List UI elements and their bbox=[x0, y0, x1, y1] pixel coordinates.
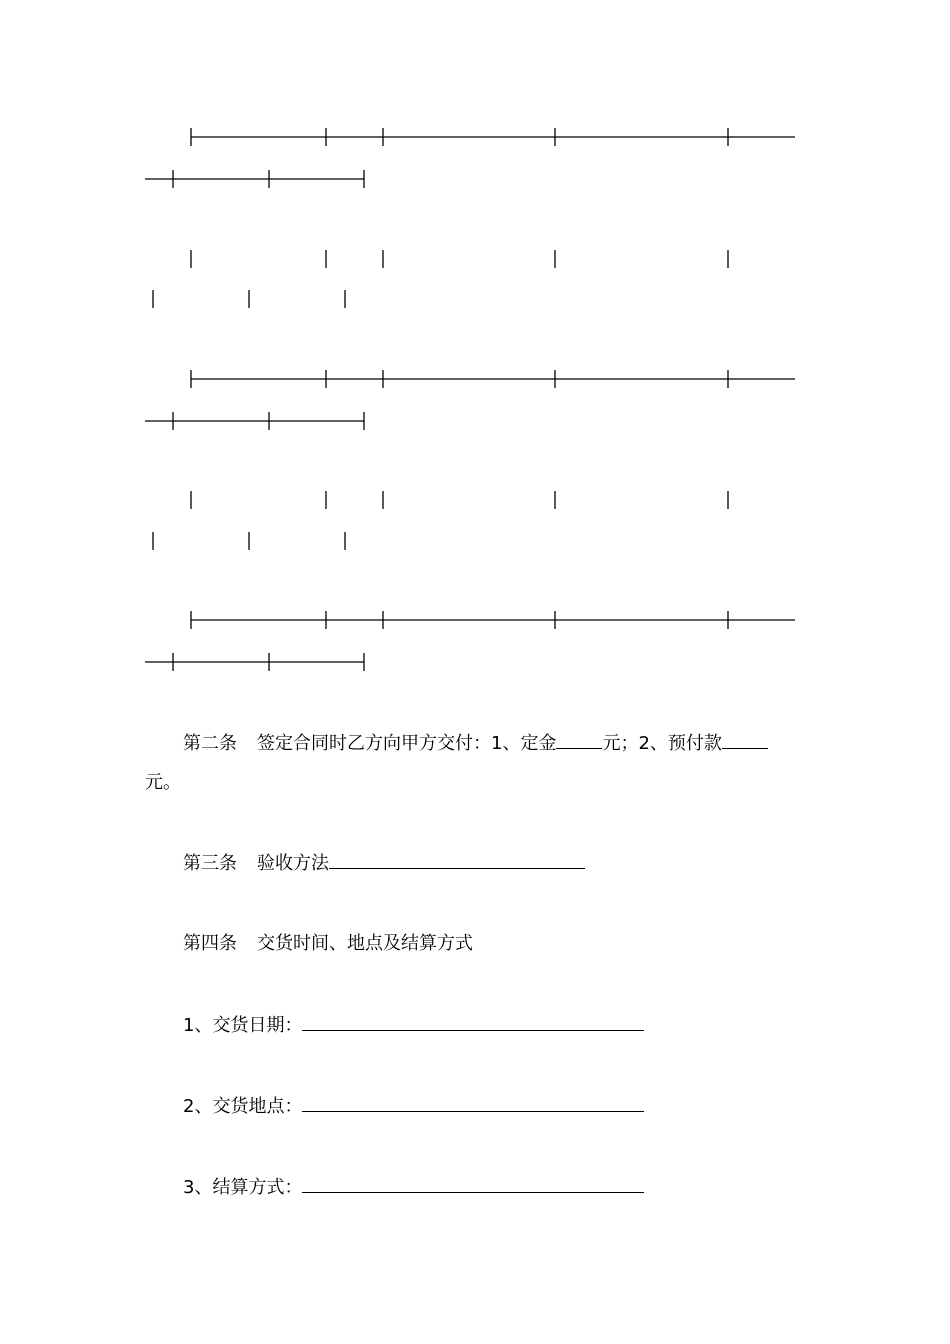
clause-2-text: 签定合同时乙方向甲方交付：1、定金 bbox=[257, 733, 557, 754]
item-label: 3、结算方式： bbox=[183, 1177, 303, 1198]
clause-4-text: 交货时间、地点及结算方式 bbox=[257, 933, 473, 954]
deposit-blank[interactable] bbox=[556, 730, 602, 749]
item-label: 2、交货地点： bbox=[183, 1096, 303, 1117]
item-settlement-method bbox=[183, 1174, 644, 1201]
delivery-location-blank[interactable] bbox=[302, 1093, 644, 1112]
delivery-date-blank[interactable] bbox=[302, 1012, 644, 1031]
clause-2-heading: 第二条 bbox=[183, 733, 237, 754]
clause-4-heading: 第四条 bbox=[183, 933, 237, 954]
clause-3-text: 验收方法 bbox=[257, 853, 329, 874]
clause-3 bbox=[183, 850, 585, 877]
item-delivery-date bbox=[183, 1012, 644, 1039]
clause-2 bbox=[183, 730, 768, 757]
clause-2-unit-2: 元。 bbox=[145, 772, 181, 793]
item-delivery-location bbox=[183, 1093, 644, 1120]
prepayment-blank[interactable] bbox=[722, 730, 768, 749]
clause-2-continuation bbox=[145, 770, 181, 796]
clause-4 bbox=[183, 931, 473, 957]
clause-3-heading: 第三条 bbox=[183, 853, 237, 874]
settlement-method-blank[interactable] bbox=[302, 1174, 644, 1193]
item-label: 1、交货日期： bbox=[183, 1015, 303, 1036]
acceptance-method-blank[interactable] bbox=[329, 850, 585, 869]
clause-2-unit-1: 元；2、预付款 bbox=[602, 733, 722, 754]
